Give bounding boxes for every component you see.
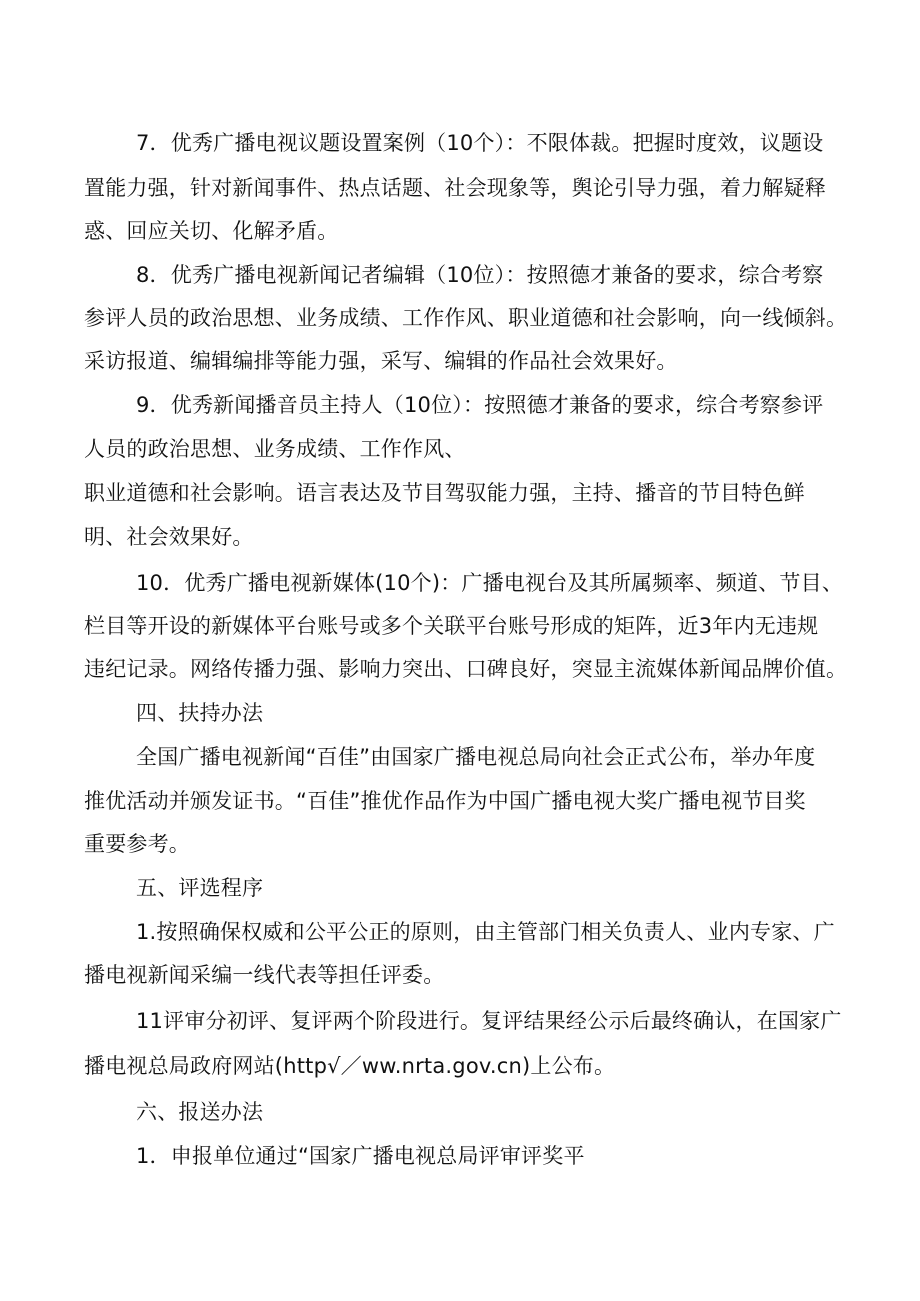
item-10-line-3: 违纪记录。网络传播力强、影响力突出、口碑良好，突显主流媒体新闻品牌价值。: [84, 657, 848, 681]
item-10-line-1: 10．优秀广播电视新媒体(10个)：广播电视台及其所属频率、频道、节目、: [136, 571, 844, 595]
item-8-line-3: 采访报道、编辑编排等能力强，采写、编辑的作品社会效果好。: [84, 349, 678, 373]
item-9-line-2: 人员的政治思想、业务成绩、工作作风、: [84, 437, 466, 461]
item-7-line-3: 惑、回应关切、化解矛盾。: [84, 219, 339, 243]
section-4-para-line-1: 全国广播电视新闻“百佳”由国家广播电视总局向社会正式公布，举办年度: [136, 745, 816, 769]
item-7-line-2: 置能力强，针对新闻事件、热点话题、社会现象等，舆论引导力强，着力解疑释: [84, 176, 826, 200]
section-6-heading: 六、报送办法: [136, 1100, 264, 1124]
section-4-para-line-3: 重要参考。: [84, 832, 190, 856]
section-5-item-1-line-2: 播电视新闻采编一线代表等担任评委。: [84, 963, 445, 987]
section-5-item-2-line-2: 播电视总局政府网站(http√／ww.nrta.gov.cn)上公布。: [84, 1054, 616, 1078]
section-5-item-2-line-1: 11评审分初评、复评两个阶段进行。复评结果经公示后最终确认，在国家广: [136, 1009, 842, 1033]
item-9-line-4: 明、社会效果好。: [84, 525, 254, 549]
item-8-line-2: 参评人员的政治思想、业务成绩、工作作风、职业道德和社会影响，向一线倾斜。: [84, 306, 848, 330]
item-10-line-2: 栏目等开设的新媒体平台账号或多个关联平台账号形成的矩阵，近3年内无违规: [84, 614, 819, 638]
item-9-line-3: 职业道德和社会影响。语言表达及节目驾驭能力强，主持、播音的节目特色鲜: [84, 481, 805, 505]
section-5-item-1-line-1: 1.按照确保权威和公平公正的原则，由主管部门相关负责人、业内专家、广: [136, 920, 835, 944]
item-8-line-1: 8．优秀广播电视新闻记者编辑（10位）：按照德才兼备的要求，综合考察: [136, 263, 824, 287]
section-6-item-1-line-1: 1．申报单位通过“国家广播电视总局评审评奖平: [136, 1144, 585, 1168]
section-4-para-line-2: 推优活动并颁发证书。“百佳”推优作品作为中国广播电视大奖广播电视节目奖: [84, 789, 806, 813]
item-9-line-1: 9．优秀新闻播音员主持人（10位）：按照德才兼备的要求，综合考察参评: [136, 393, 824, 417]
section-5-heading: 五、评选程序: [136, 876, 264, 900]
section-4-heading: 四、扶持办法: [136, 701, 264, 725]
item-7-line-1: 7．优秀广播电视议题设置案例（10个）：不限体裁。把握时度效，议题设: [136, 131, 824, 155]
